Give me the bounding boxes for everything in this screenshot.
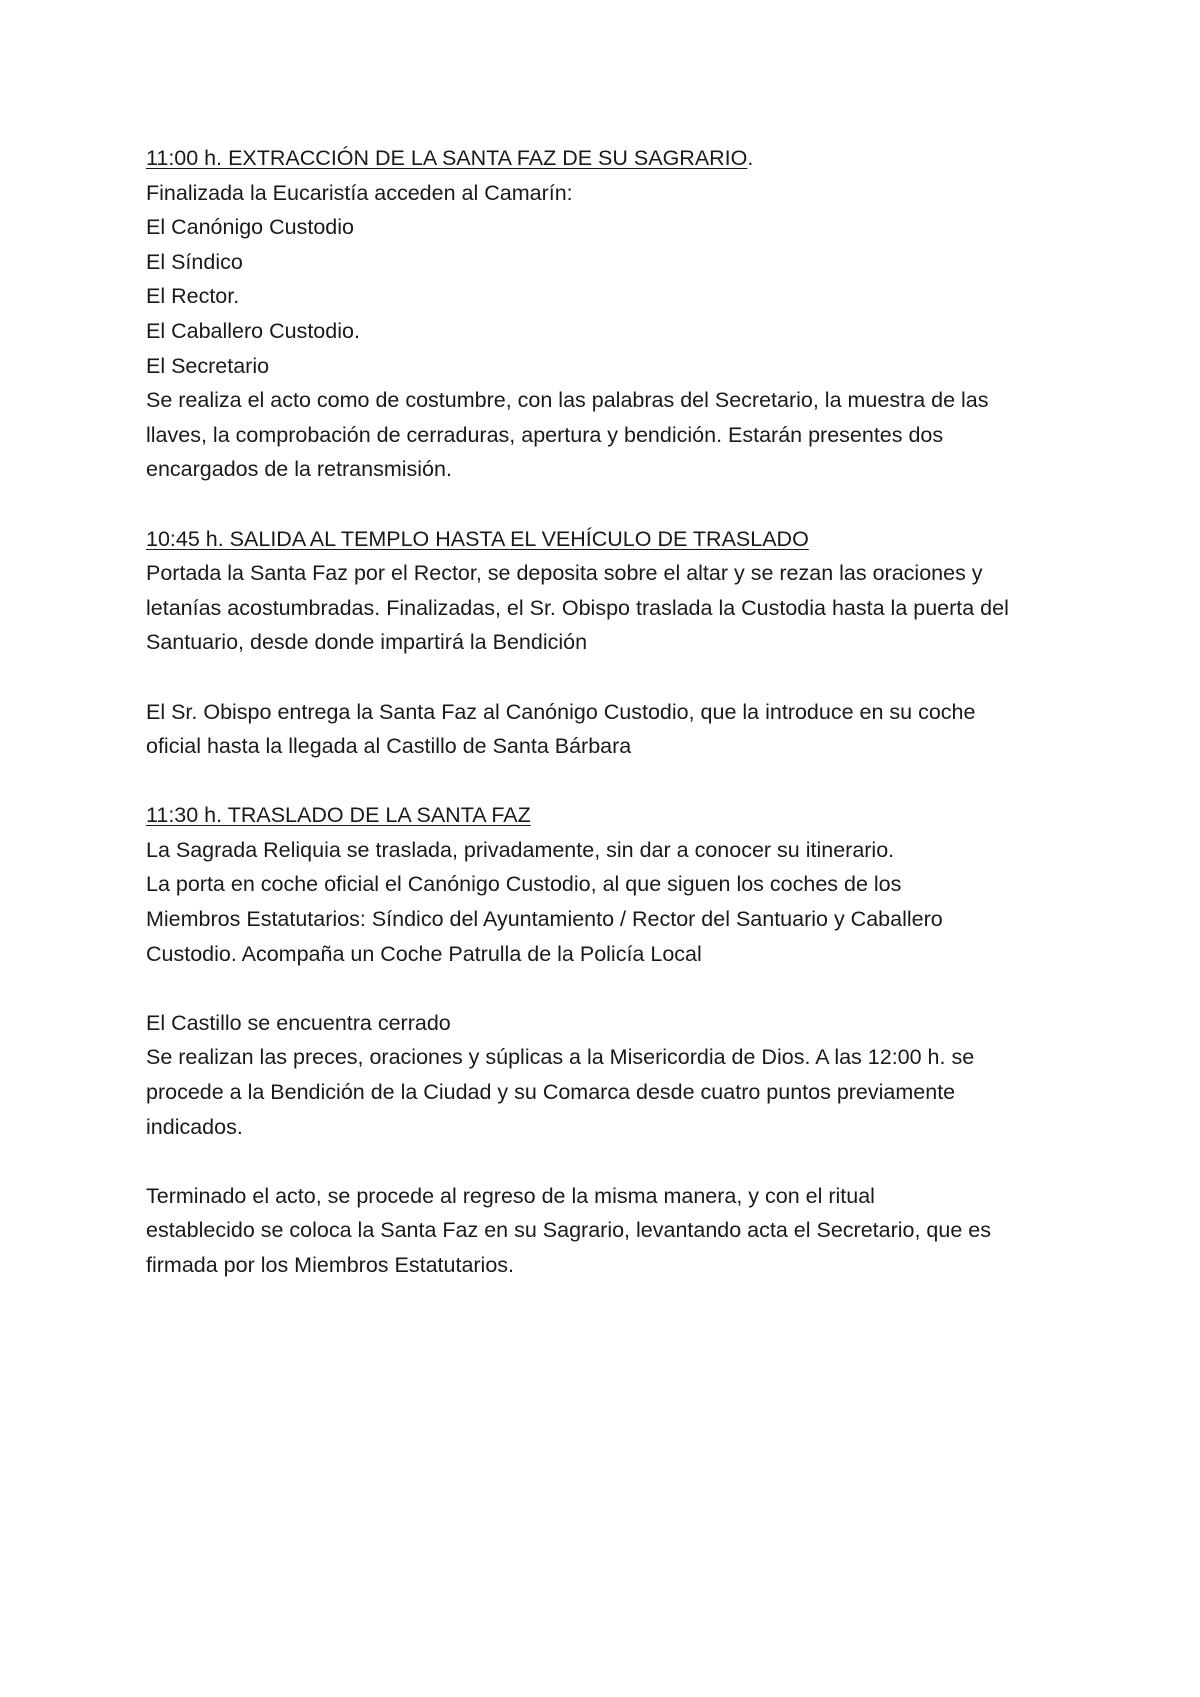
paragraph-line: El Caballero Custodio. (146, 318, 360, 343)
paragraph-line: Se realiza el acto como de costumbre, con las palabras del Secretario, la muestra de las (146, 388, 989, 413)
paragraph-line: El Síndico (146, 249, 243, 274)
paragraph-castillo (146, 1006, 1106, 1144)
paragraph-line: encargados de la retransmisión. (146, 457, 452, 482)
paragraph-line: La Sagrada Reliquia se traslada, privadamente, sin dar a conocer su itinerario. (146, 837, 895, 862)
paragraph-line: firmada por los Miembros Estatutarios. (146, 1253, 515, 1277)
section-heading (146, 522, 1106, 557)
section-heading (146, 798, 1106, 833)
paragraph-line: establecido se coloca la Santa Faz en su Sagrario, levantando acta el Secretario, que es (146, 1218, 991, 1243)
section-heading-text: 10:45 h. SALIDA AL TEMPLO HASTA EL VEHÍCULO DE TRASLADO (146, 526, 809, 551)
paragraph-line: Miembros Estatutarios: Síndico del Ayuntamiento / Rector del Santuario y Caballero (146, 907, 943, 932)
paragraph-line: El Secretario (146, 353, 270, 378)
paragraph-line: Portada la Santa Faz por el Rector, se deposita sobre el altar y se rezan las oraciones y (146, 561, 983, 586)
paragraph-line: El Castillo se encuentra cerrado (146, 1010, 451, 1035)
document-page (146, 141, 1106, 1283)
paragraph-line: El Rector. (146, 284, 240, 309)
paragraph-line: procede a la Bendición de la Ciudad y su Comarca desde cuatro puntos previamente (146, 1080, 956, 1105)
section-traslado (146, 798, 1106, 971)
paragraph-line: Terminado el acto, se procede al regreso de la misma manera, y con el ritual (146, 1183, 875, 1208)
paragraph-line: El Canónigo Custodio (146, 215, 354, 240)
paragraph-line: letanías acostumbradas. Finalizadas, el Sr. Obispo traslada la Custodia hasta la puerta del (146, 595, 1009, 620)
paragraph-line: Custodio. Acompaña un Coche Patrulla de la Policía Local (146, 941, 702, 966)
paragraph-line: Se realizan las preces, oraciones y súplicas a la Misericordia de Dios. A las 12:00 h. se (146, 1045, 975, 1070)
paragraph-line: La porta en coche oficial el Canónigo Custodio, al que siguen los coches de los (146, 872, 902, 897)
section-extraccion (146, 141, 1106, 487)
paragraph-regreso (146, 1179, 1106, 1283)
paragraph-line: llaves, la comprobación de cerraduras, apertura y bendición. Estarán presentes dos (146, 422, 944, 447)
paragraph-line: El Sr. Obispo entrega la Santa Faz al Canónigo Custodio, que la introduce en su coche (146, 699, 976, 724)
section-heading-suffix: . (747, 146, 754, 170)
paragraph-entrega (146, 695, 1106, 764)
section-heading-text: 11:00 h. EXTRACCIÓN DE LA SANTA FAZ DE SU SAGRARIO (146, 146, 748, 170)
section-salida-templo (146, 522, 1106, 660)
section-heading-text: 11:30 h. TRASLADO DE LA SANTA FAZ (146, 803, 531, 828)
paragraph-line: Santuario, desde donde impartirá la Bendición (146, 630, 588, 655)
paragraph-line: indicados. (146, 1114, 243, 1139)
paragraph-line: Finalizada la Eucaristía acceden al Camarín: (146, 180, 573, 205)
paragraph-line: oficial hasta la llegada al Castillo de Santa Bárbara (146, 734, 632, 759)
section-heading (146, 141, 1106, 176)
